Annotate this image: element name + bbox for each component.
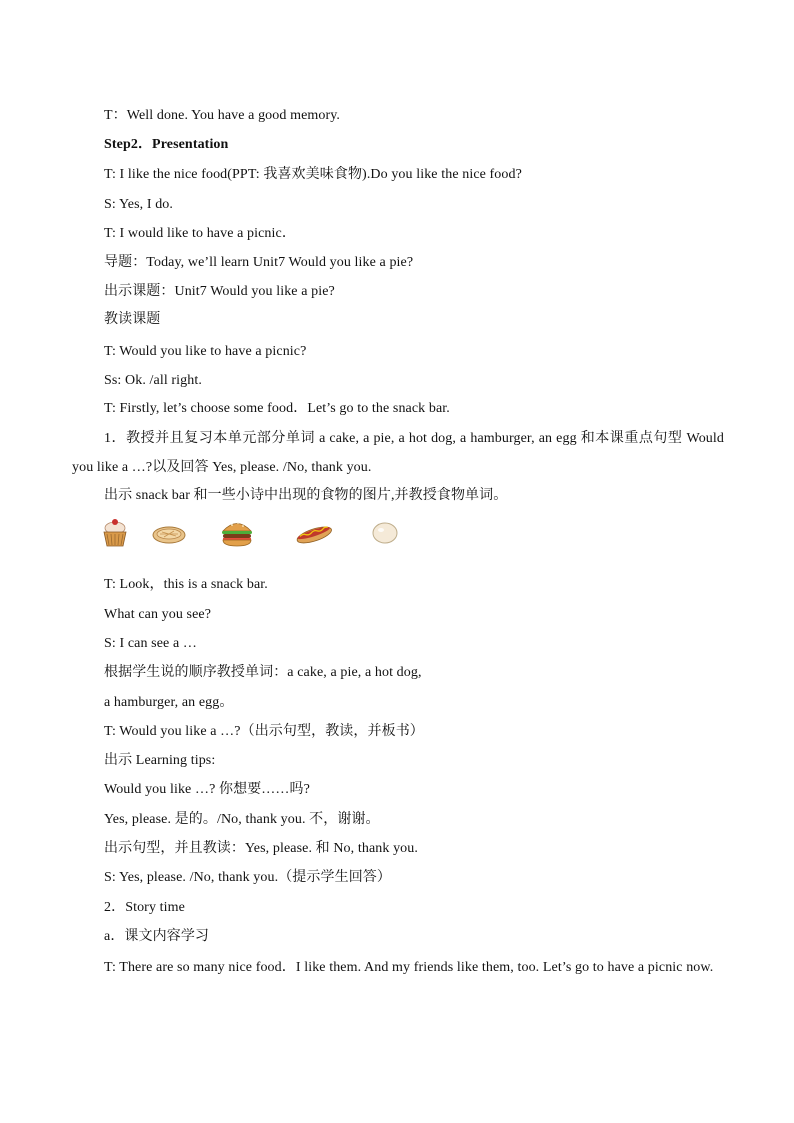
hamburger-icon	[220, 518, 254, 548]
food-images-row	[100, 518, 420, 552]
line-yes-i-do: S: Yes, I do.	[104, 197, 173, 212]
line-would-you-like-picnic: T: Would you like to have a picnic?	[104, 344, 307, 359]
step2-heading: Step2．Presentation	[104, 137, 229, 152]
pie-icon	[152, 524, 186, 546]
line-well-done: T：Well done. You have a good memory.	[104, 108, 341, 123]
line-teach-order: 根据学生说的顺序教授单词：a cake, a pie, a hot dog,	[104, 665, 422, 680]
line-like-nice-food: T: I like the nice food(PPT: 我喜欢美味食物).Do you like the nice food?	[104, 167, 522, 182]
line-what-can-you-see: What can you see?	[104, 607, 212, 622]
line-look-snack-bar: T: Look，this is a snack bar.	[104, 577, 268, 592]
line-show-topic: 出示课题：Unit7 Would you like a pie?	[104, 284, 335, 299]
egg-icon	[370, 520, 400, 546]
line-ok-all-right: Ss: Ok. /all right.	[104, 373, 202, 388]
line-hamburger-egg: a hamburger, an egg。	[104, 695, 234, 710]
line-i-can-see: S: I can see a …	[104, 636, 197, 651]
line-lead-in: 导题：Today, we’ll learn Unit7 Would you like a pie?	[104, 255, 414, 270]
line-show-pattern: 出示句型，并且教读：Yes, please. 和 No, thank you.	[104, 841, 418, 856]
line-student-answer: S: Yes, please. /No, thank you.（提示学生回答）	[104, 870, 392, 885]
paragraph-picnic: T: There are so many nice food．I like them. And my friends like them, too. Let’s go to have a picnic now.	[104, 960, 714, 975]
line-learning-tips: 出示 Learning tips:	[104, 753, 216, 768]
line-snack-bar: T: Firstly, let’s choose some food．Let’s go to the snack bar.	[104, 401, 450, 416]
line-text-learning: a．课文内容学习	[104, 929, 210, 944]
line-would-you-like: T: Would you like a …?（出示句型，教读，并板书）	[104, 724, 424, 739]
hot-dog-icon	[294, 522, 334, 546]
line-tip-answer: Yes, please. 是的。/No, thank you. 不，谢谢。	[104, 812, 380, 827]
line-show-pictures: 出示 snack bar 和一些小诗中出现的食物的图片,并教授食物单词。	[104, 488, 508, 503]
line-tip-question: Would you like …? 你想要……吗?	[104, 782, 310, 797]
cake-icon	[100, 518, 130, 550]
line-have-picnic: T: I would like to have a picnic．	[104, 226, 296, 241]
line-read-topic: 教读课题	[104, 312, 161, 327]
line-story-time: 2．Story time	[104, 900, 185, 915]
paragraph-teach-words: 1．教授并且复习本单元部分单词 a cake, a pie, a hot dog, a hamburger, an egg 和本课重点句型 Would you like a …?以及回答 Yes, please. /No, thank you.	[72, 431, 724, 475]
